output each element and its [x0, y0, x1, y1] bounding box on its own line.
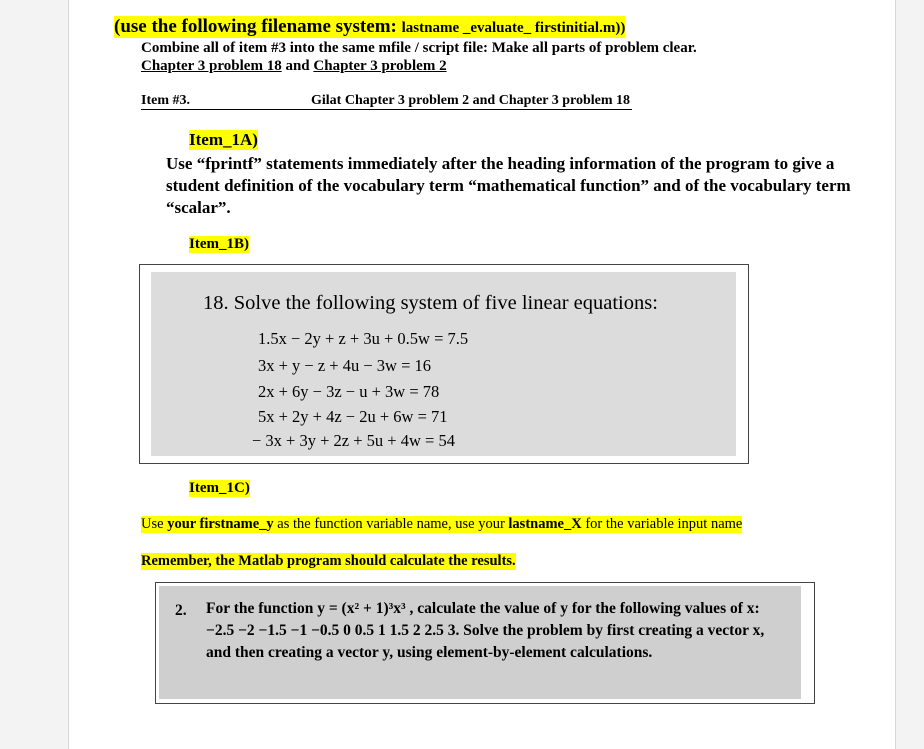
- filename-pattern: lastname _evaluate_ firstinitial.m)): [401, 20, 626, 36]
- problem-2-text: For the function y = (x² + 1)³x³ , calculate the value of y for the following values of x: −2.5 −2 −1.5 −1 −0.5 0 0.5 1 1.5 2 2.5 3. Solve the problem by first creating a vector x, and then creating a vector y, using element-by-element calculations.: [206, 600, 765, 661]
- chapter-3-problem-18-link[interactable]: Chapter 3 problem 18: [141, 58, 282, 74]
- problem-2-image: [155, 582, 815, 704]
- item3-title: Gilat Chapter 3 problem 2 and Chapter 3 problem 18: [311, 93, 631, 108]
- problem-2-number: 2.: [175, 602, 187, 619]
- lastname-x: lastname_X: [508, 516, 582, 532]
- item3-label: Item #3.: [141, 93, 309, 110]
- equation-2: 3x + y − z + 4u − 3w = 16: [258, 356, 432, 375]
- problem-2-panel: [159, 586, 801, 699]
- filename-main: (use the following filename system:: [114, 16, 397, 37]
- chapter-3-problem-2-link[interactable]: Chapter 3 problem 2: [313, 58, 447, 74]
- problem-18-title: 18. Solve the following system of five linear equations:: [203, 292, 658, 314]
- problem-18-image: [139, 264, 749, 464]
- use-text-5: for the variable input name: [581, 516, 743, 532]
- item1a-text: Use “fprintf” statements immediately after the heading information of the program to give a student definition of the vocabulary term “mathematical function” and of the vocabulary term “scalar”.: [166, 154, 851, 217]
- equation-3: 2x + 6y − 3z − u + 3w = 78: [258, 382, 440, 401]
- use-text-3: as the function variable name, use your: [273, 516, 509, 532]
- chapter-references: [141, 58, 447, 75]
- equation-4: 5x + 2y + 4z − 2u + 6w = 71: [258, 407, 448, 426]
- problem-18-panel: [151, 272, 736, 456]
- item1b-heading: Item_1B): [189, 236, 249, 252]
- firstname-y: your firstname_y: [167, 516, 274, 532]
- item1c-heading: Item_1C): [189, 480, 250, 496]
- item1a-heading: Item_1A): [189, 130, 258, 149]
- use-text-1: Use: [141, 516, 168, 532]
- chapter-and: and: [281, 58, 314, 74]
- equation-1: 1.5x − 2y + z + 3u + 0.5w = 7.5: [258, 329, 469, 348]
- equation-5: − 3x + 3y + 2z + 5u + 4w = 54: [252, 431, 455, 450]
- filename-instruction: [114, 16, 625, 38]
- variable-name-instruction: [141, 516, 742, 533]
- item3-heading: [141, 93, 632, 110]
- combine-instruction: Combine all of item #3 into the same mfile / script file: Make all parts of problem clear.: [141, 40, 697, 56]
- remember-note: Remember, the Matlab program should calculate the results.: [141, 553, 516, 569]
- document-page: [68, 0, 896, 749]
